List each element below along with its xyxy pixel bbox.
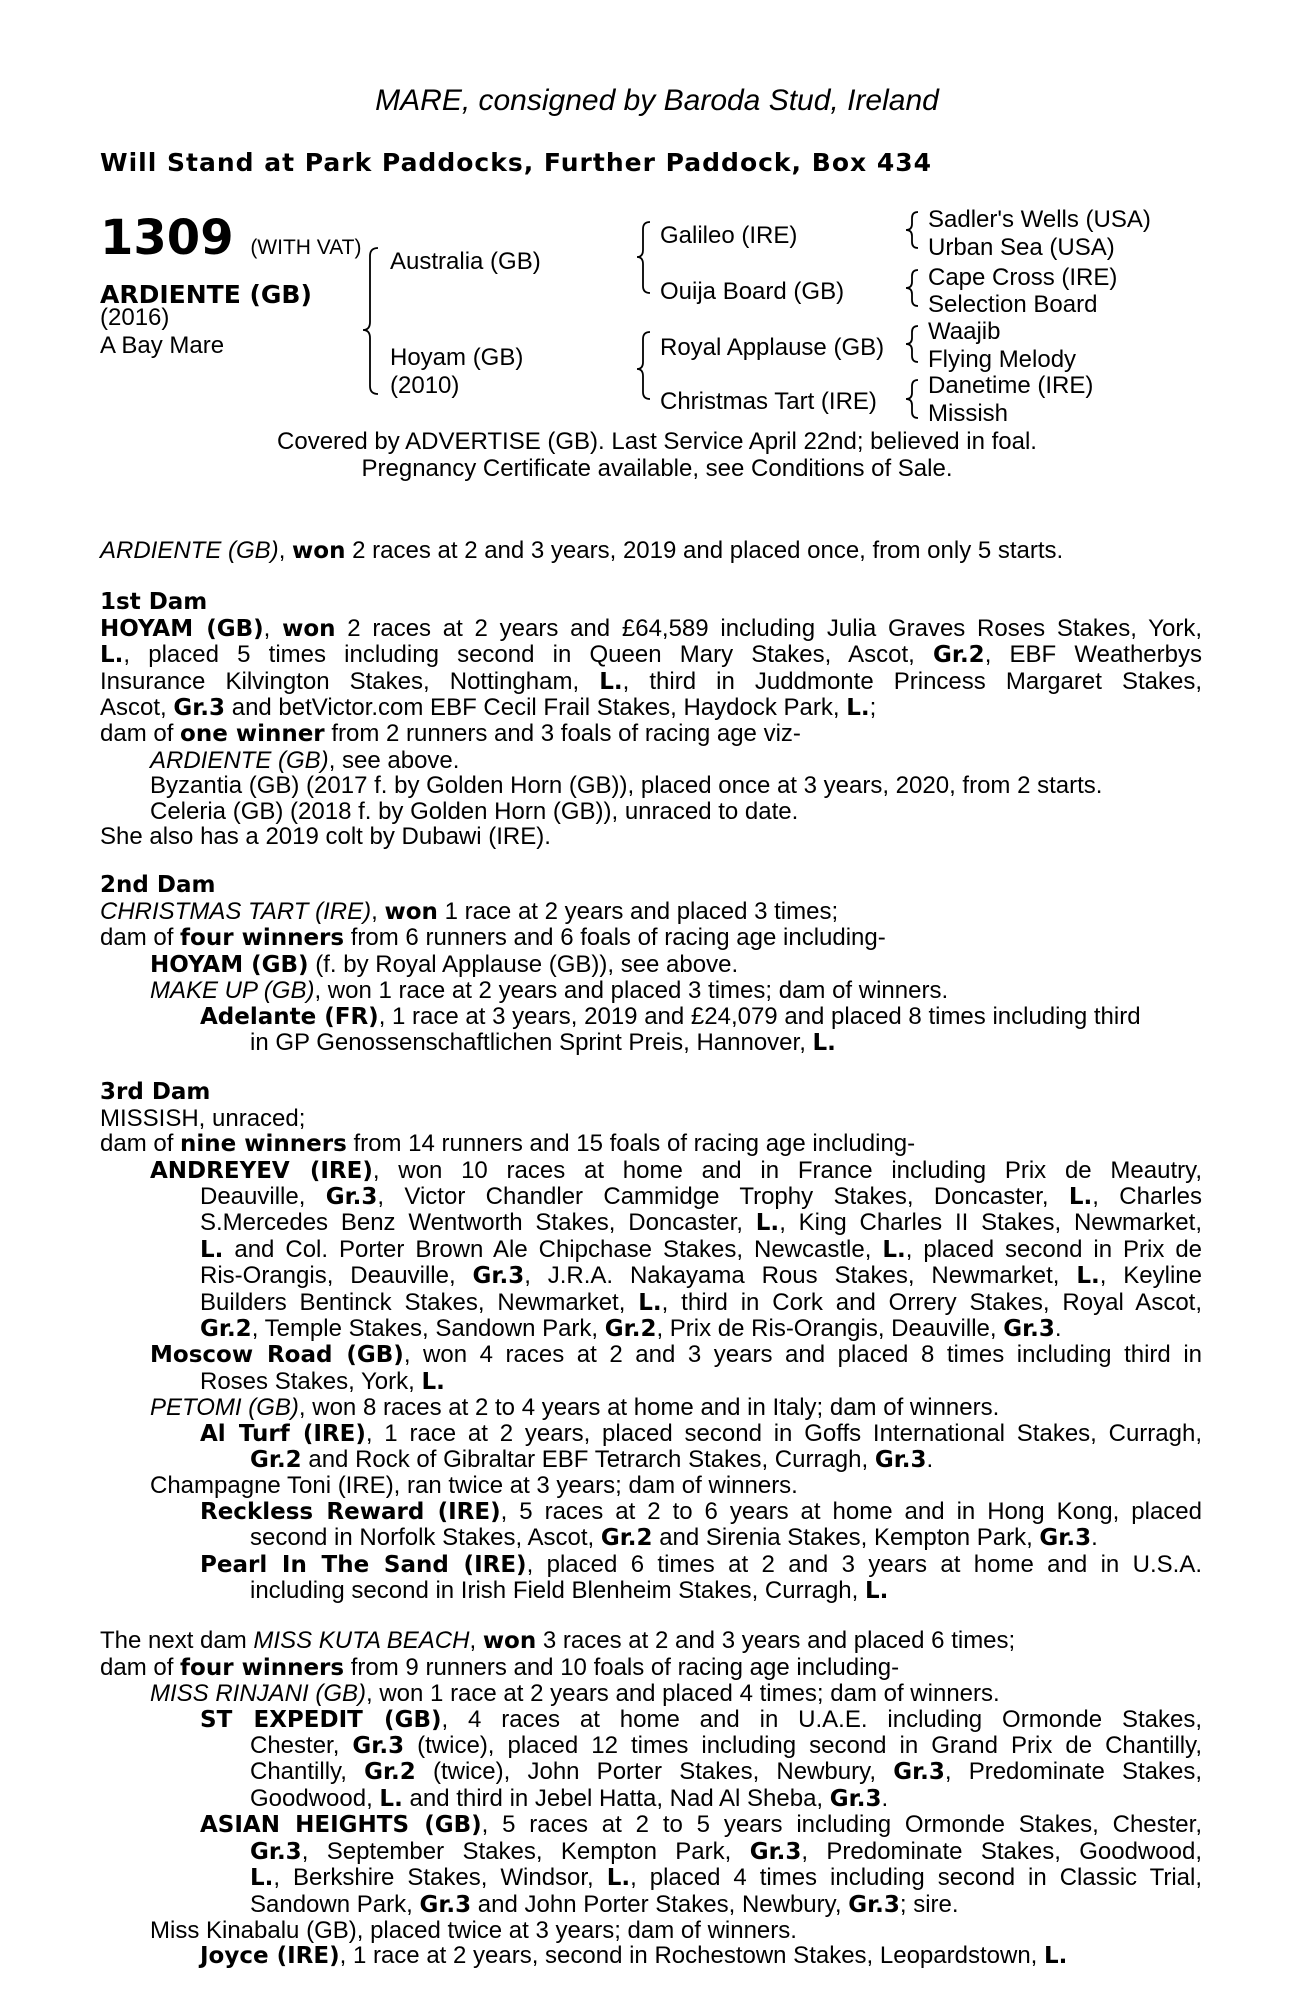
text: , [278,537,293,564]
dam2-line [100,978,1202,1003]
grade: L. [599,668,623,695]
grade: L. [100,642,124,669]
grade: Gr.3 [250,1838,302,1865]
dam1-line [100,721,1202,747]
grade: L. [379,1785,403,1812]
text: Insurance Kilvington Stakes, Nottingham, [100,667,600,695]
text: second in Norfolk Stakes, Ascot, [250,1524,601,1552]
grade: L. [638,1289,662,1316]
pedigree-bracket-4 [906,380,918,418]
text: , Victor Chandler Cammidge Trophy Stakes, Doncaster, [377,1182,1069,1210]
dam1-line [100,669,1202,695]
horse-name-ref: ARDIENTE (GB) [150,746,329,774]
pedigree-dam-year: (2010) [390,372,460,399]
grade: L. [1068,1183,1093,1210]
catalogue-body [100,538,1202,1970]
horse-name-ref: MAKE UP (GB) [150,977,315,1005]
won-word: won [282,615,336,642]
text: , won 4 races at 2 and 3 years and placed 8 times including third in [403,1341,1203,1369]
dam3-line [100,1316,1202,1342]
dam3-line: MISSISH, unraced; [100,1104,306,1132]
text: , 1 race at 3 years, 2019 and £24,079 and placed 8 times including third [378,1002,1141,1030]
next-dam-line [100,1759,1202,1785]
horse-name-ref: HOYAM (GB) [150,951,309,978]
dam2-line [100,925,1202,951]
text: from 9 runners and 10 foals of racing age including- [344,1653,900,1681]
pedigree-bracket-sire [637,222,650,293]
grade: Gr.2 [250,1447,302,1473]
pedigree-sire-sire: Galileo (IRE) [660,222,798,249]
text: Ris-Orangis, Deauville, [200,1262,473,1290]
horse-name-ref: Adelante (FR) [200,1003,379,1030]
text: The next dam [100,1627,254,1655]
text: 1 race at 2 years and placed 3 times; [437,897,839,925]
next-dam-line [100,1681,1202,1706]
grade: Gr.3 [893,1759,945,1786]
pedigree-bracket-main [363,248,378,394]
dam3-line [100,1447,1202,1473]
dam3-line [100,1552,1202,1578]
text: (twice), John Porter Stakes, Newbury, [415,1758,894,1786]
second-dam-heading: 2nd Dam [100,872,216,899]
text: . [1054,1314,1062,1342]
horse-name-ref: Pearl In The Sand (IRE) [200,1551,527,1578]
grade: Gr.3 [874,1447,927,1473]
text: from 14 runners and 15 foals of racing age including- [346,1130,916,1158]
grade: Gr.3 [848,1891,900,1918]
pedigree-sire-dam: Ouija Board (GB) [660,278,845,305]
text: including second in Irish Field Blenheim Stakes, Curragh, [250,1577,865,1605]
grade: L. [864,1578,889,1605]
grade: Gr.2 [200,1315,252,1342]
text: , placed 4 times including second in Classic Trial, [630,1864,1203,1892]
grade: Gr.3 [472,1263,525,1290]
dam3-line [100,1210,1202,1236]
pedigree-dam: Hoyam (GB) [390,344,524,371]
dam3-line [100,1342,1202,1368]
grade: L. [250,1865,274,1892]
text: and Col. Porter Brown Ale Chipchase Stakes, Newcastle, [223,1235,883,1263]
horse-name-ref: PETOMI (GB) [150,1394,299,1422]
pedigree-bracket-3 [906,326,918,362]
dam3-line [100,1578,1202,1604]
horse-name-ref: ST EXPEDIT (GB) [200,1706,442,1733]
stand-location: Will Stand at Park Paddocks, Further Paddock, Box 434 [100,148,933,177]
text: and betVictor.com EBF Cecil Frail Stakes, Haydock Park, [225,694,847,722]
won-word: won [292,538,346,564]
next-dam-line [100,1812,1202,1838]
horse-name: ARDIENTE (GB) [100,280,312,309]
dam2-line [100,952,1202,978]
text: Ascot, [100,694,174,722]
text: dam of [100,1653,181,1681]
winners-count: nine winners [180,1131,347,1158]
dam1-line [100,695,1202,721]
dam-name: CHRISTMAS TART (IRE) [100,897,372,925]
pedigree-bracket-2 [906,270,918,306]
text: dam of [100,1130,181,1158]
grade: L. [1076,1263,1100,1290]
text: 3 races at 2 and 3 years and placed 6 times; [536,1627,1016,1655]
text: in GP Genossenschaftlichen Sprint Preis, Hannover, [250,1028,813,1056]
pedigree-bracket-1 [906,212,918,248]
dam3-line [100,1263,1202,1289]
text: , won 8 races at 2 to 4 years at home and in Italy; dam of winners. [298,1394,1000,1422]
won-word: won [482,1628,537,1655]
first-dam-heading: 1st Dam [100,589,208,616]
text: , third in Cork and Orrery Stakes, Royal Ascot, [661,1288,1202,1316]
text: from 2 runners and 3 foals of racing age viz- [324,720,801,748]
text: , 5 races at 2 to 6 years at home and in Hong Kong, placed [500,1497,1202,1525]
text: , placed 6 times at 2 and 3 years at home and in U.S.A. [526,1550,1202,1578]
intro-line [100,538,1202,564]
dam3-line [100,1395,1202,1420]
grade: L. [755,1210,780,1237]
pedigree-ggp-7: Danetime (IRE) [928,372,1094,399]
pedigree-ggp-6: Flying Melody [928,346,1077,373]
pedigree-ggp-1: Sadler's Wells (USA) [928,206,1151,233]
horse-name-ref: Joyce (IRE) [200,1943,340,1970]
text: , Prix de Ris-Orangis, Deauville, [656,1314,1004,1342]
text: , 1 race at 2 years, placed second in Goffs International Stakes, Curragh, [365,1419,1202,1447]
dam2-line [100,899,1202,925]
text: Chester, [250,1732,353,1760]
pedigree-sire: Australia (GB) [390,248,541,275]
dam3-line: Champagne Toni (IRE), ran twice at 3 years; dam of winners. [150,1472,798,1500]
dam3-line [100,1158,1202,1184]
dam1-line: She also has a 2019 colt by Dubawi (IRE). [100,823,551,851]
vat-note: (WITH VAT) [250,236,362,259]
next-dam-line [100,1628,1202,1654]
text: , EBF Weatherbys [984,641,1202,669]
pedigree-dam-sire: Royal Applause (GB) [660,334,885,361]
text: , Charles [1092,1182,1202,1210]
dam2-line [100,1030,1202,1056]
text: from 6 runners and 6 foals of racing age including- [344,924,886,952]
grade: Gr.3 [173,695,226,722]
text: , Temple Stakes, Sandown Park, [251,1314,605,1342]
next-dam-line [100,1943,1202,1969]
grade: Gr.2 [364,1759,416,1786]
text: . [1091,1524,1098,1552]
text: (f. by Royal Applause (GB)), see above. [308,950,739,978]
dam1-line: Byzantia (GB) (2017 f. by Golden Horn (GB)), placed once at 3 years, 2020, from 2 starts. [150,772,1103,800]
text: S.Mercedes Benz Wentworth Stakes, Doncaster, [200,1209,756,1237]
text: , [371,897,385,925]
grade: L. [882,1236,906,1263]
text: Goodwood, [250,1784,380,1812]
text: ; [869,694,877,722]
text: , Predominate Stakes, Goodwood, [801,1837,1202,1865]
next-dam-line [100,1786,1202,1812]
text: (twice), placed 12 times including second in Grand Prix de Chantilly, [404,1732,1203,1760]
dam-name: MISS KUTA BEACH [253,1627,470,1655]
next-dam-line [100,1865,1202,1891]
dam1-line [100,642,1202,668]
text: 2 races at 2 years and £64,589 including Julia Graves Roses Stakes, York, [335,614,1202,642]
text: 2 races at 2 and 3 years, 2019 and placed once, from only 5 starts. [345,537,1064,564]
text: , King Charles II Stakes, Newmarket, [779,1209,1202,1237]
dam1-line [100,616,1202,642]
pedigree-ggp-3: Cape Cross (IRE) [928,264,1118,291]
pedigree-ggp-8: Missish [928,400,1009,427]
horse-name-ref: Reckless Reward (IRE) [200,1498,501,1525]
grade: Gr.3 [325,1183,378,1210]
next-dam-line [100,1839,1202,1865]
grade: Gr.3 [1003,1315,1055,1342]
next-dam-line: Miss Kinabalu (GB), placed twice at 3 years; dam of winners. [150,1916,797,1944]
next-dam-line [100,1733,1202,1759]
text: dam of [100,720,181,748]
dam2-line [100,1004,1202,1030]
text: , [263,614,283,642]
text: , Predominate Stakes, [944,1758,1203,1786]
grade: L. [421,1368,445,1395]
text: . [881,1784,889,1812]
winners-count: four winners [180,925,345,952]
text: , see above. [328,746,460,774]
next-dam-line [100,1892,1202,1918]
dam3-line [100,1369,1202,1395]
pedigree-ggp-5: Waajib [928,318,1001,345]
next-dam-line [100,1655,1202,1681]
text: Deauville, [200,1182,326,1210]
text: and John Porter Stakes, Newbury, [471,1890,849,1918]
lot-number-value: 1309 [100,210,234,266]
grade: L. [606,1865,631,1892]
grade: Gr.2 [933,642,985,669]
text: and Rock of Gibraltar EBF Tetrarch Stakes, Curragh, [301,1446,875,1473]
horse-year: (2016) [100,304,170,331]
third-dam-heading: 3rd Dam [100,1079,211,1106]
grade: L. [200,1236,224,1263]
grade: L. [846,695,870,722]
grade: L. [812,1029,836,1056]
text: , third in Juddmonte Princess Margaret Stakes, [622,667,1203,695]
text: , won 1 race at 2 years and placed 4 times; dam of winners. [366,1680,1000,1708]
grade: Gr.3 [419,1891,472,1918]
dam3-line [100,1131,1202,1157]
dam1-line [100,748,1202,773]
text: , [469,1627,483,1655]
pedigree-ggp-2: Urban Sea (USA) [928,234,1115,261]
horse-name-ref: ANDREYEV (IRE) [150,1157,373,1184]
horse-name-ref: MISS RINJANI (GB) [150,1680,367,1708]
text: Roses Stakes, York, [200,1367,422,1395]
text: Sandown Park, [250,1890,420,1918]
text: , 4 races at home and in U.A.E. including Ormonde Stakes, [441,1705,1202,1733]
horse-name-ref: Al Turf (IRE) [200,1420,366,1447]
grade: Gr.2 [604,1315,657,1342]
text: , placed second in Prix de [905,1235,1203,1263]
grade: L. [1044,1943,1068,1970]
covered-line-1: Covered by ADVERTISE (GB). Last Service April 22nd; believed in foal. [277,428,1037,455]
text: ; sire. [899,1890,959,1918]
grade: Gr.3 [829,1785,882,1812]
winners-count: one winner [180,721,325,748]
covered-note [0,428,1314,482]
dam1-line: Celeria (GB) (2018 f. by Golden Horn (GB)), unraced to date. [150,797,799,825]
text: , 5 races at 2 to 5 years including Ormonde Stakes, Chester, [481,1811,1202,1839]
text: , J.R.A. Nakayama Rous Stakes, Newmarket, [524,1262,1077,1290]
grade: Gr.3 [1039,1525,1092,1552]
text: , Berkshire Stakes, Windsor, [273,1864,607,1892]
winners-count: four winners [180,1654,345,1681]
text: dam of [100,924,181,952]
pedigree-bracket-dam [637,332,650,399]
dam3-line [100,1237,1202,1263]
won-word: won [384,898,438,925]
text: , 1 race at 2 years, second in Rochestown Stakes, Leopardstown, [339,1942,1044,1970]
pedigree-dam-dam: Christmas Tart (IRE) [660,388,877,415]
text: , won 1 race at 2 years and placed 3 times; dam of winners. [314,977,949,1005]
grade: Gr.3 [749,1838,802,1865]
dam3-line [100,1499,1202,1525]
consignor-title: MARE, consigned by Baroda Stud, Ireland [375,84,939,117]
text: Builders Bentinck Stakes, Newmarket, [200,1288,639,1316]
dam3-line [100,1525,1202,1551]
grade: Gr.3 [352,1733,405,1760]
dam3-line [100,1421,1202,1447]
text: , September Stakes, Kempton Park, [301,1837,750,1865]
horse-description: A Bay Mare [100,332,225,359]
text: , Keyline [1099,1262,1202,1290]
dam-name: HOYAM (GB) [100,615,264,642]
grade: Gr.2 [600,1525,653,1552]
pedigree-ggp-4: Selection Board [928,291,1098,318]
text: , placed 5 times including second in Queen Mary Stakes, Ascot, [123,641,933,669]
dam3-line [100,1184,1202,1210]
horse-name-ref: Moscow Road (GB) [150,1342,404,1369]
text: and third in Jebel Hatta, Nad Al Sheba, [402,1784,830,1812]
horse-name-ref: ARDIENTE (GB) [100,537,279,564]
covered-line-2: Pregnancy Certificate available, see Conditions of Sale. [361,455,953,482]
dam3-line [100,1290,1202,1316]
text: . [926,1446,934,1473]
horse-name-ref: ASIAN HEIGHTS (GB) [200,1812,482,1839]
text: , won 10 races at home and in France including Prix de Meautry, [372,1156,1202,1184]
next-dam-line [100,1707,1202,1733]
text: and Sirenia Stakes, Kempton Park, [652,1524,1040,1552]
text: Chantilly, [250,1758,365,1786]
